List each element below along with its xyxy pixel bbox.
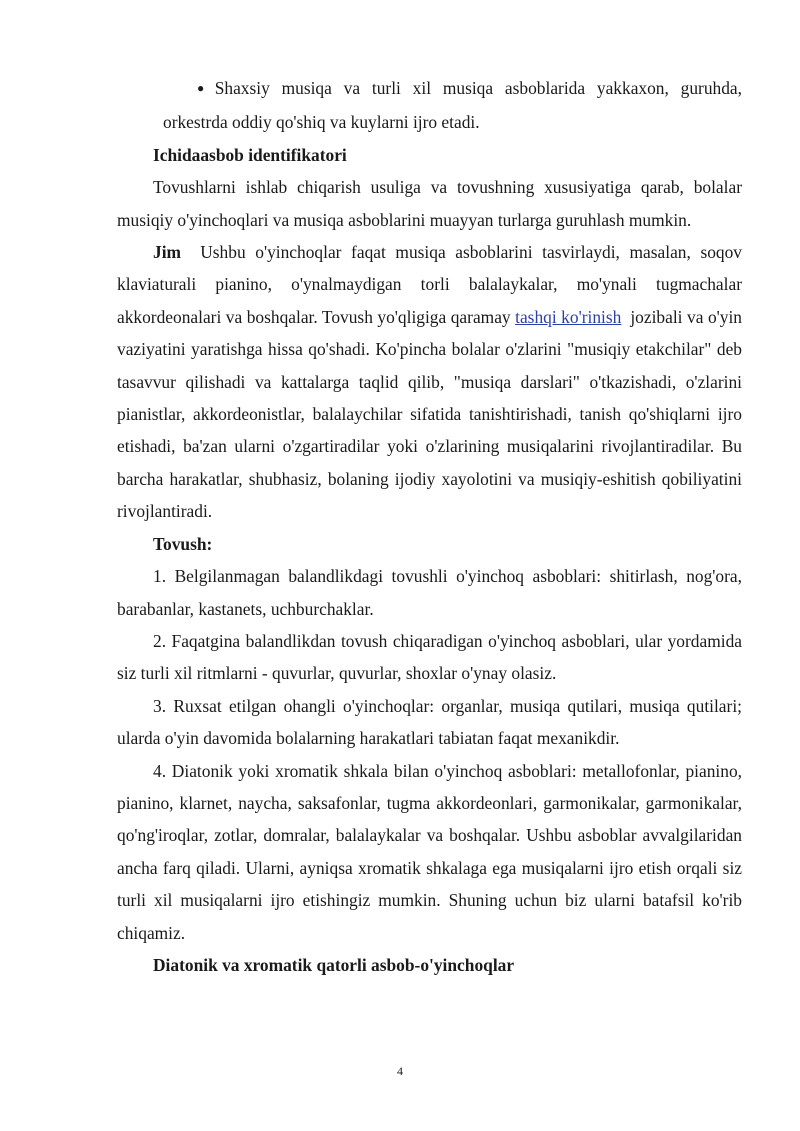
list-item-1: 1. Belgilanmagan balandlikdagi tovushli o'yinchoq asboblari: shitirlash, nog'ora, barabanlar, kastanets, uchburchaklar. — [117, 566, 742, 619]
bullet-item — [117, 72, 742, 106]
list-item-4: 4. Diatonik yoki xromatik shkala bilan o'yinchoq asboblari: metallofonlar, pianino, pianino, klarnet, naycha, saksafonlar, tugma akkordeonlari, garmonikalar, garmonikalar, qo'ng'iroqlar, zotlar, domralar, balalaykalar va boshqalar. Ushbu asboblar avvalgilaridan ancha farq qiladi. Ularni, ayniqsa xromatik shkalaga ega musiqalarni ijro etish orqali siz turli xil musiqalarni ijro etishingiz mumkin. Shuning uchun biz ularni batafsil ko'rib chiqamiz. — [117, 760, 742, 943]
heading-diatonik: Diatonik va xromatik qatorli asbob-o'yinchoqlar — [153, 954, 515, 975]
document-body — [117, 72, 747, 981]
bullet-text-line1: Shaxsiy musiqa va turli xil musiqa asboblarida yakkaxon, guruhda, — [214, 78, 742, 98]
jim-text-before-link: Ushbu o'yinchoqlar faqat musiqa asboblarini tasvirlaydi, masalan, soqov klaviaturali pianino, o'ynalmaydigan torli balalaykalar, mo'ynali tugmachalar akkordeonalari va boshqalar. Tovush yo'qligiga qaramay — [117, 242, 747, 327]
heading-ichidaasbob: Ichidaasbob identifikatori — [153, 144, 347, 165]
list-item-3: 3. Ruxsat etilgan ohangli o'yinchoqlar: organlar, musiqa qutilari, musiqa qutilari; ularda o'yin davomida bolalarning harakatlari tabiatan faqat mexanikdir. — [117, 695, 742, 749]
tashqi-korinish-link[interactable]: tashqi ko'rinish — [515, 306, 622, 327]
bullet-dot-icon: ● — [197, 81, 212, 95]
jim-text-after-link: jozibali va o'yin vaziyatini yaratishga hissa qo'shadi. Ko'pincha bolalar o'zlarini "musiqiy etakchilar" deb tasavvur qilishadi va kattalarga taqlid qilib, "musiqa darslari" o'tkazishadi, o'zlarini pianistlar, akkordeonistlar, balalaychilar sifatida tanishtirishadi, tanish qo'shiqlarni ijro etishadi, ba'zan ularni o'zgartiradilar yoki o'zlarining musiqalarini rivojlantiradilar. Bu barcha harakatlar, shubhasiz, bolaning ijodiy xayolotini va musiqiy-eshitish qobiliyatini rivojlantiradi. — [117, 306, 747, 522]
jim-bold-word: Jim — [153, 242, 182, 263]
list-item-2: 2. Faqatgina balandlikdan tovush chiqaradigan o'yinchoq asboblari, ular yordamida siz turli xil ritmlarni - quvurlar, quvurlar, shoxlar o'ynay olasiz. — [117, 630, 742, 684]
heading-tovush: Tovush: — [153, 533, 213, 554]
bullet-text-line2: orkestrda oddiy qo'shiq va kuylarni ijro etadi. — [163, 112, 480, 133]
paragraph-tovushlarni: Tovushlarni ishlab chiqarish usuliga va tovushning xususiyatiga qarab, bolalar musiqiy o'yinchoqlari va musiqa asboblarini muayyan turlarga guruhlash mumkin. — [117, 177, 742, 230]
page-number: 4 — [397, 1064, 403, 1078]
paragraph-jim — [117, 236, 747, 528]
